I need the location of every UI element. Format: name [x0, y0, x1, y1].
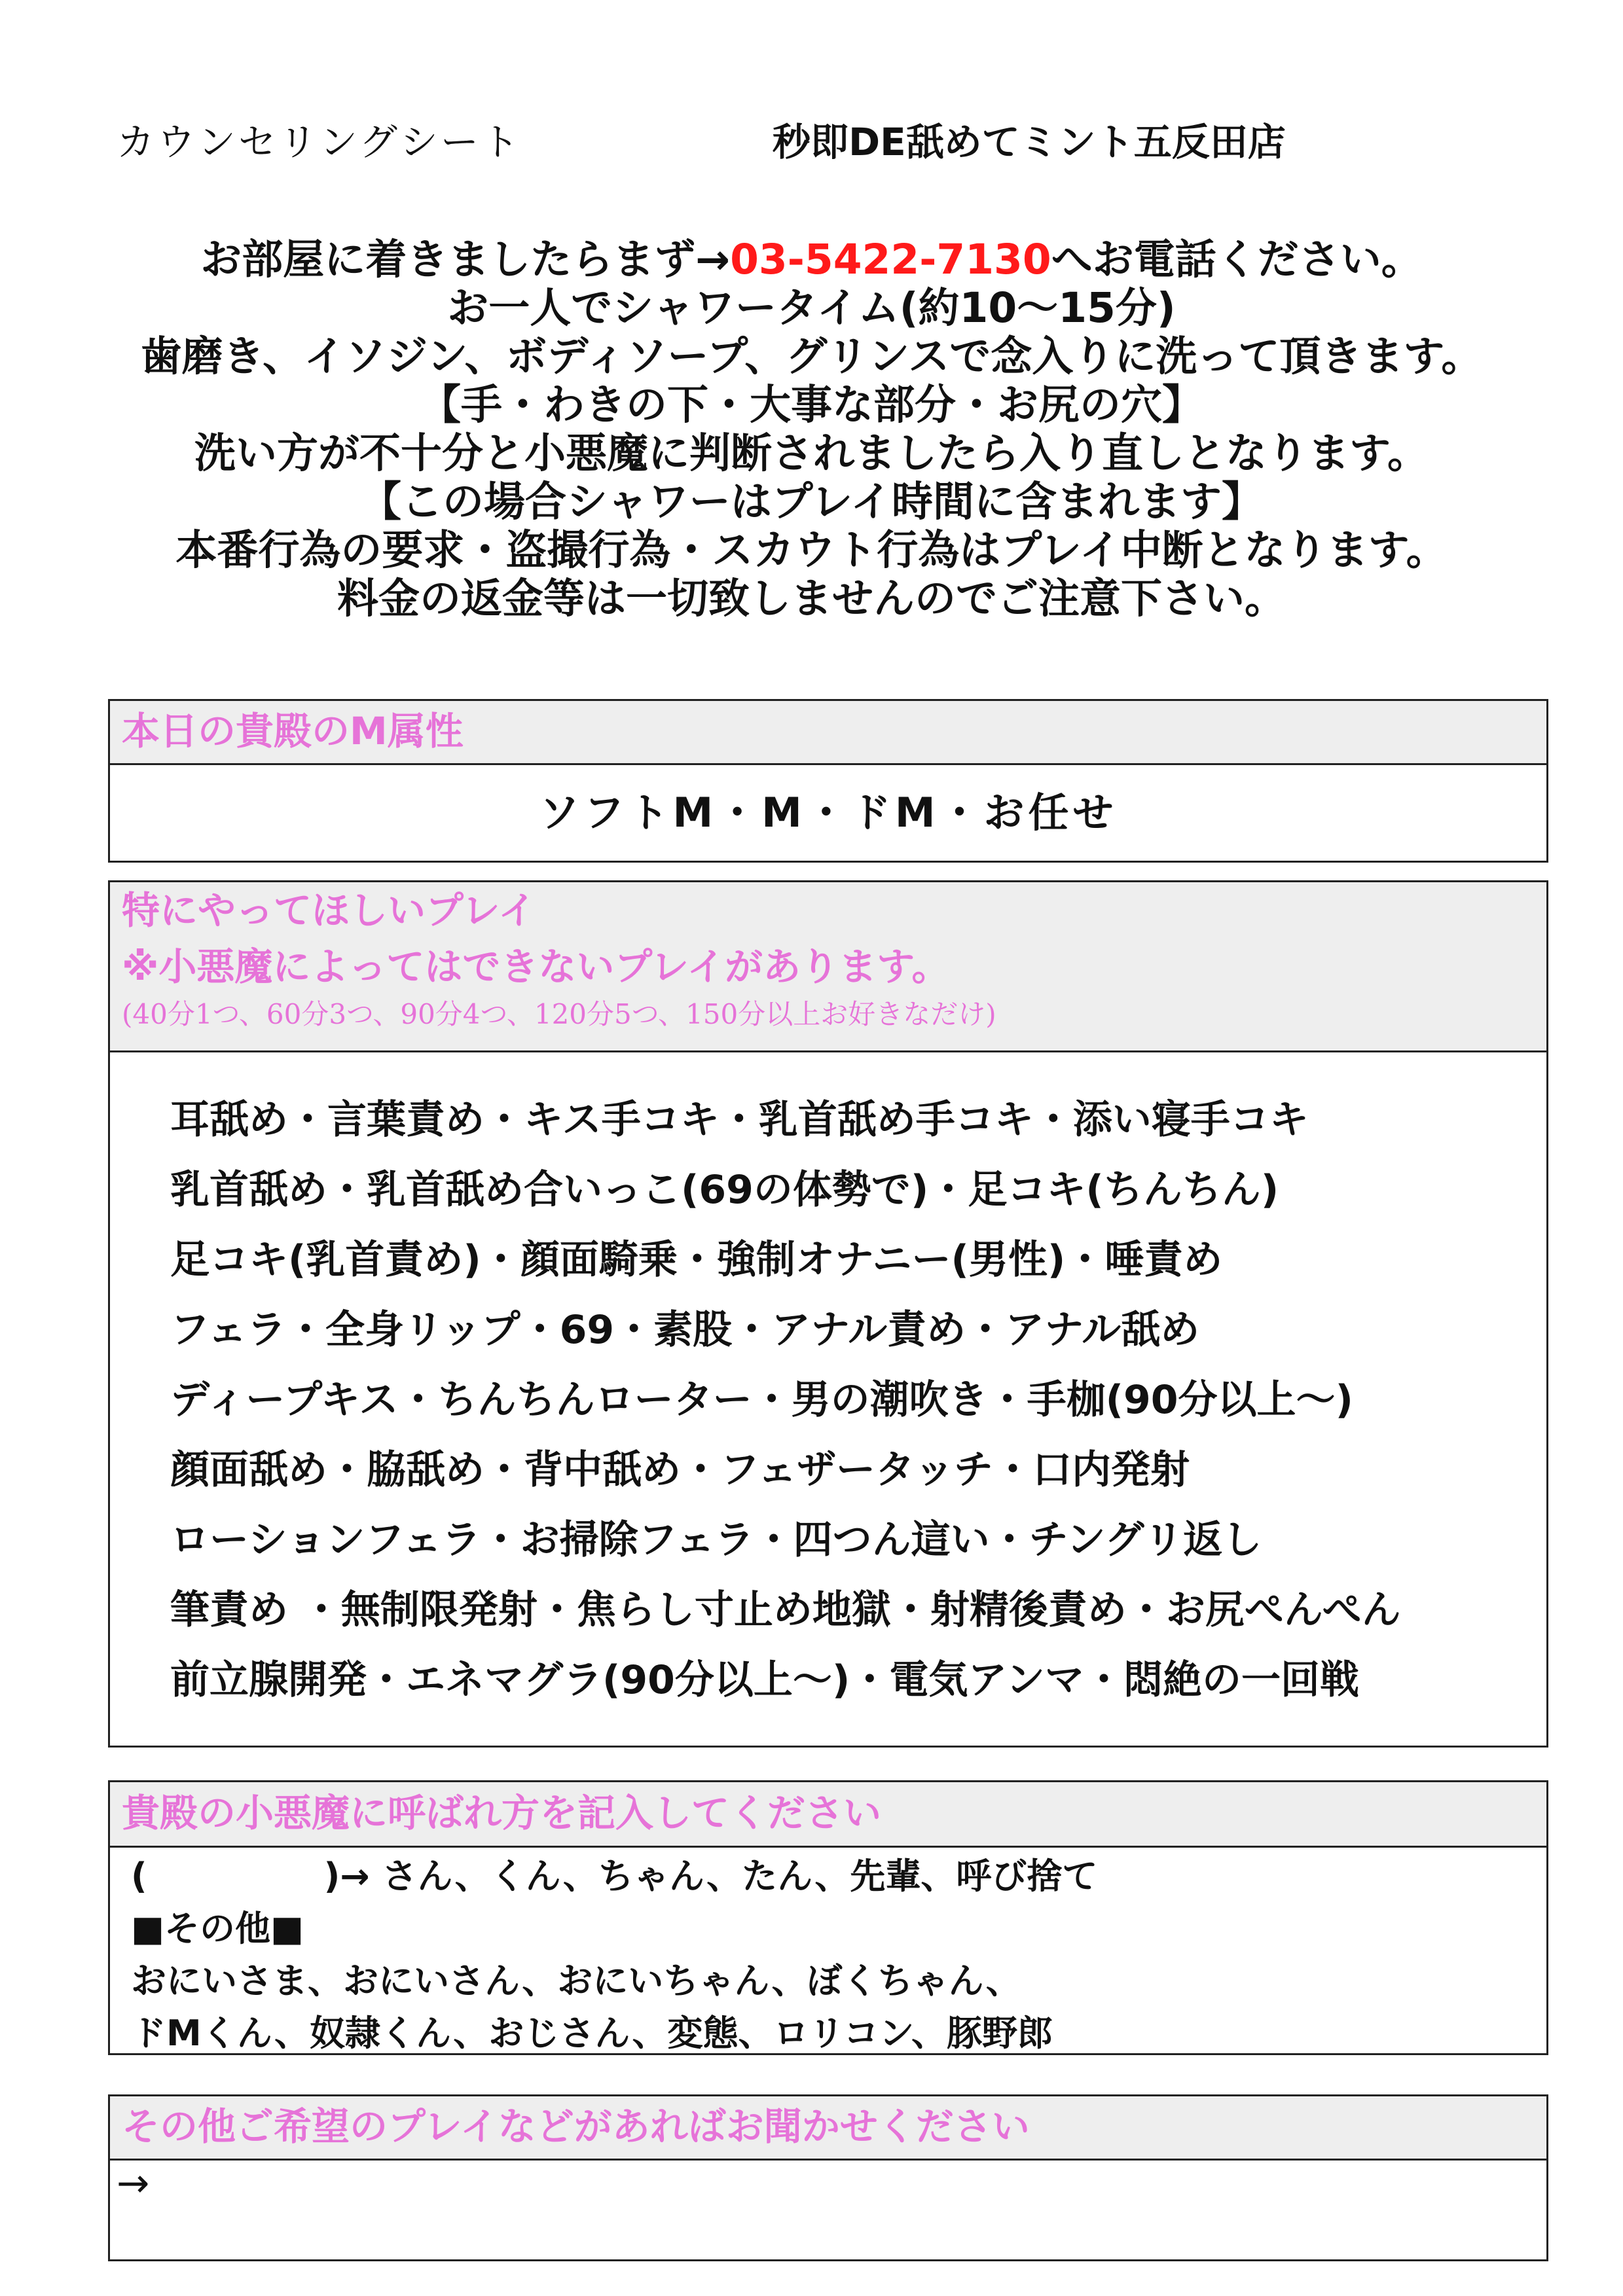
play-request-heading: 特にやってほしいプレイ: [122, 888, 536, 933]
notice-line-2: お一人でシャワータイム(約10〜15分): [447, 284, 1176, 332]
play-item[interactable]: 乳首舐め・乳首舐め合いっこ(69の体勢で)・足コキ(ちんちん): [170, 1167, 1279, 1213]
notice-red-line-1: 歯磨き、イソジン、ボディソープ、グリンスで念入りに洗って頂きます。: [140, 332, 1483, 380]
nickname-body: [110, 1848, 1546, 2060]
nickname-options-1[interactable]: おにいさま、おにいさん、おにいちゃん、ぼくちゃん、: [131, 1960, 1021, 2001]
m-attribute-heading: 本日の貴殿のM属性: [110, 701, 1546, 765]
play-item[interactable]: ディープキス・ちんちんローター・男の潮吹き・手枷(90分以上〜): [170, 1377, 1353, 1423]
play-request-limit: (40分1つ、60分3つ、90分4つ、120分5つ、150分以上お好きなだけ): [122, 998, 996, 1030]
play-item[interactable]: フェラ・全身リップ・69・素股・アナル責め・アナル舐め: [170, 1307, 1200, 1353]
nickname-box: [108, 1780, 1548, 2055]
play-item[interactable]: 足コキ(乳首責め)・顔面騎乗・強制オナニー(男性)・唾責め: [170, 1237, 1223, 1283]
notice-line-1-post: へお電話ください。: [1051, 236, 1423, 283]
sheet-title: カウンセリングシート: [117, 120, 522, 164]
nickname-fill-line[interactable]: ( )→ さん、くん、ちゃん、たん、先輩、呼び捨て: [131, 1856, 1098, 1897]
play-list: [110, 1052, 1546, 1715]
notice-red-line-4: 【この場合シャワーはプレイ時間に含まれます】: [359, 478, 1264, 526]
arrow-icon: →: [117, 2161, 150, 2206]
other-requests-input[interactable]: [110, 2161, 1546, 2259]
play-item[interactable]: 耳舐め・言葉責め・キス手コキ・乳首舐め手コキ・添い寝手コキ: [170, 1097, 1309, 1143]
notice-red-line-2: 【手・わきの下・大事な部分・お尻の穴】: [420, 381, 1203, 429]
other-requests-box: [108, 2094, 1548, 2261]
play-request-note: ※小悪魔によってはできないプレイがあります。: [122, 944, 950, 989]
notice-red-line-5: 本番行為の要求・盗撮行為・スカウト行為はプレイ中断となります。: [175, 526, 1448, 574]
play-request-box: [108, 880, 1548, 1748]
notice-red-line-6: 料金の返金等は一切致しませんのでご注意下さい。: [337, 575, 1286, 622]
play-item[interactable]: 顔面舐め・脇舐め・背中舐め・フェザータッチ・口内発射: [170, 1447, 1190, 1493]
m-attribute-options[interactable]: ソフトM・M・ドM・お任せ: [539, 789, 1118, 836]
shop-name: 秒即DE舐めてミント五反田店: [773, 120, 1286, 164]
nickname-other-label: ■その他■: [131, 1908, 304, 1949]
notice-line-1: [0, 236, 1623, 284]
m-attribute-box: [108, 699, 1548, 863]
nickname-heading: 貴殿の小悪魔に呼ばれ方を記入してください: [110, 1782, 1546, 1848]
nickname-options-2[interactable]: ドMくん、奴隷くん、おじさん、変態、ロリコン、豚野郎: [131, 2013, 1053, 2054]
play-item[interactable]: ローションフェラ・お掃除フェラ・四つん這い・チングリ返し: [170, 1517, 1262, 1563]
other-requests-heading: その他ご希望のプレイなどがあればお聞かせください: [110, 2096, 1546, 2161]
notice-line-1-pre: お部屋に着きましたらまず→: [200, 236, 731, 283]
play-item[interactable]: 筆責め ・無制限発射・焦らし寸止め地獄・射精後責め・お尻ぺんぺん: [170, 1587, 1401, 1633]
notice-red-line-3: 洗い方が不十分と小悪魔に判断されましたら入り直しとなります。: [194, 429, 1429, 477]
play-item[interactable]: 前立腺開発・エネマグラ(90分以上〜)・電気アンマ・悶絶の一回戦: [170, 1657, 1359, 1703]
phone-number: 03-5422-7130: [730, 236, 1051, 283]
play-request-header: [110, 882, 1546, 1052]
